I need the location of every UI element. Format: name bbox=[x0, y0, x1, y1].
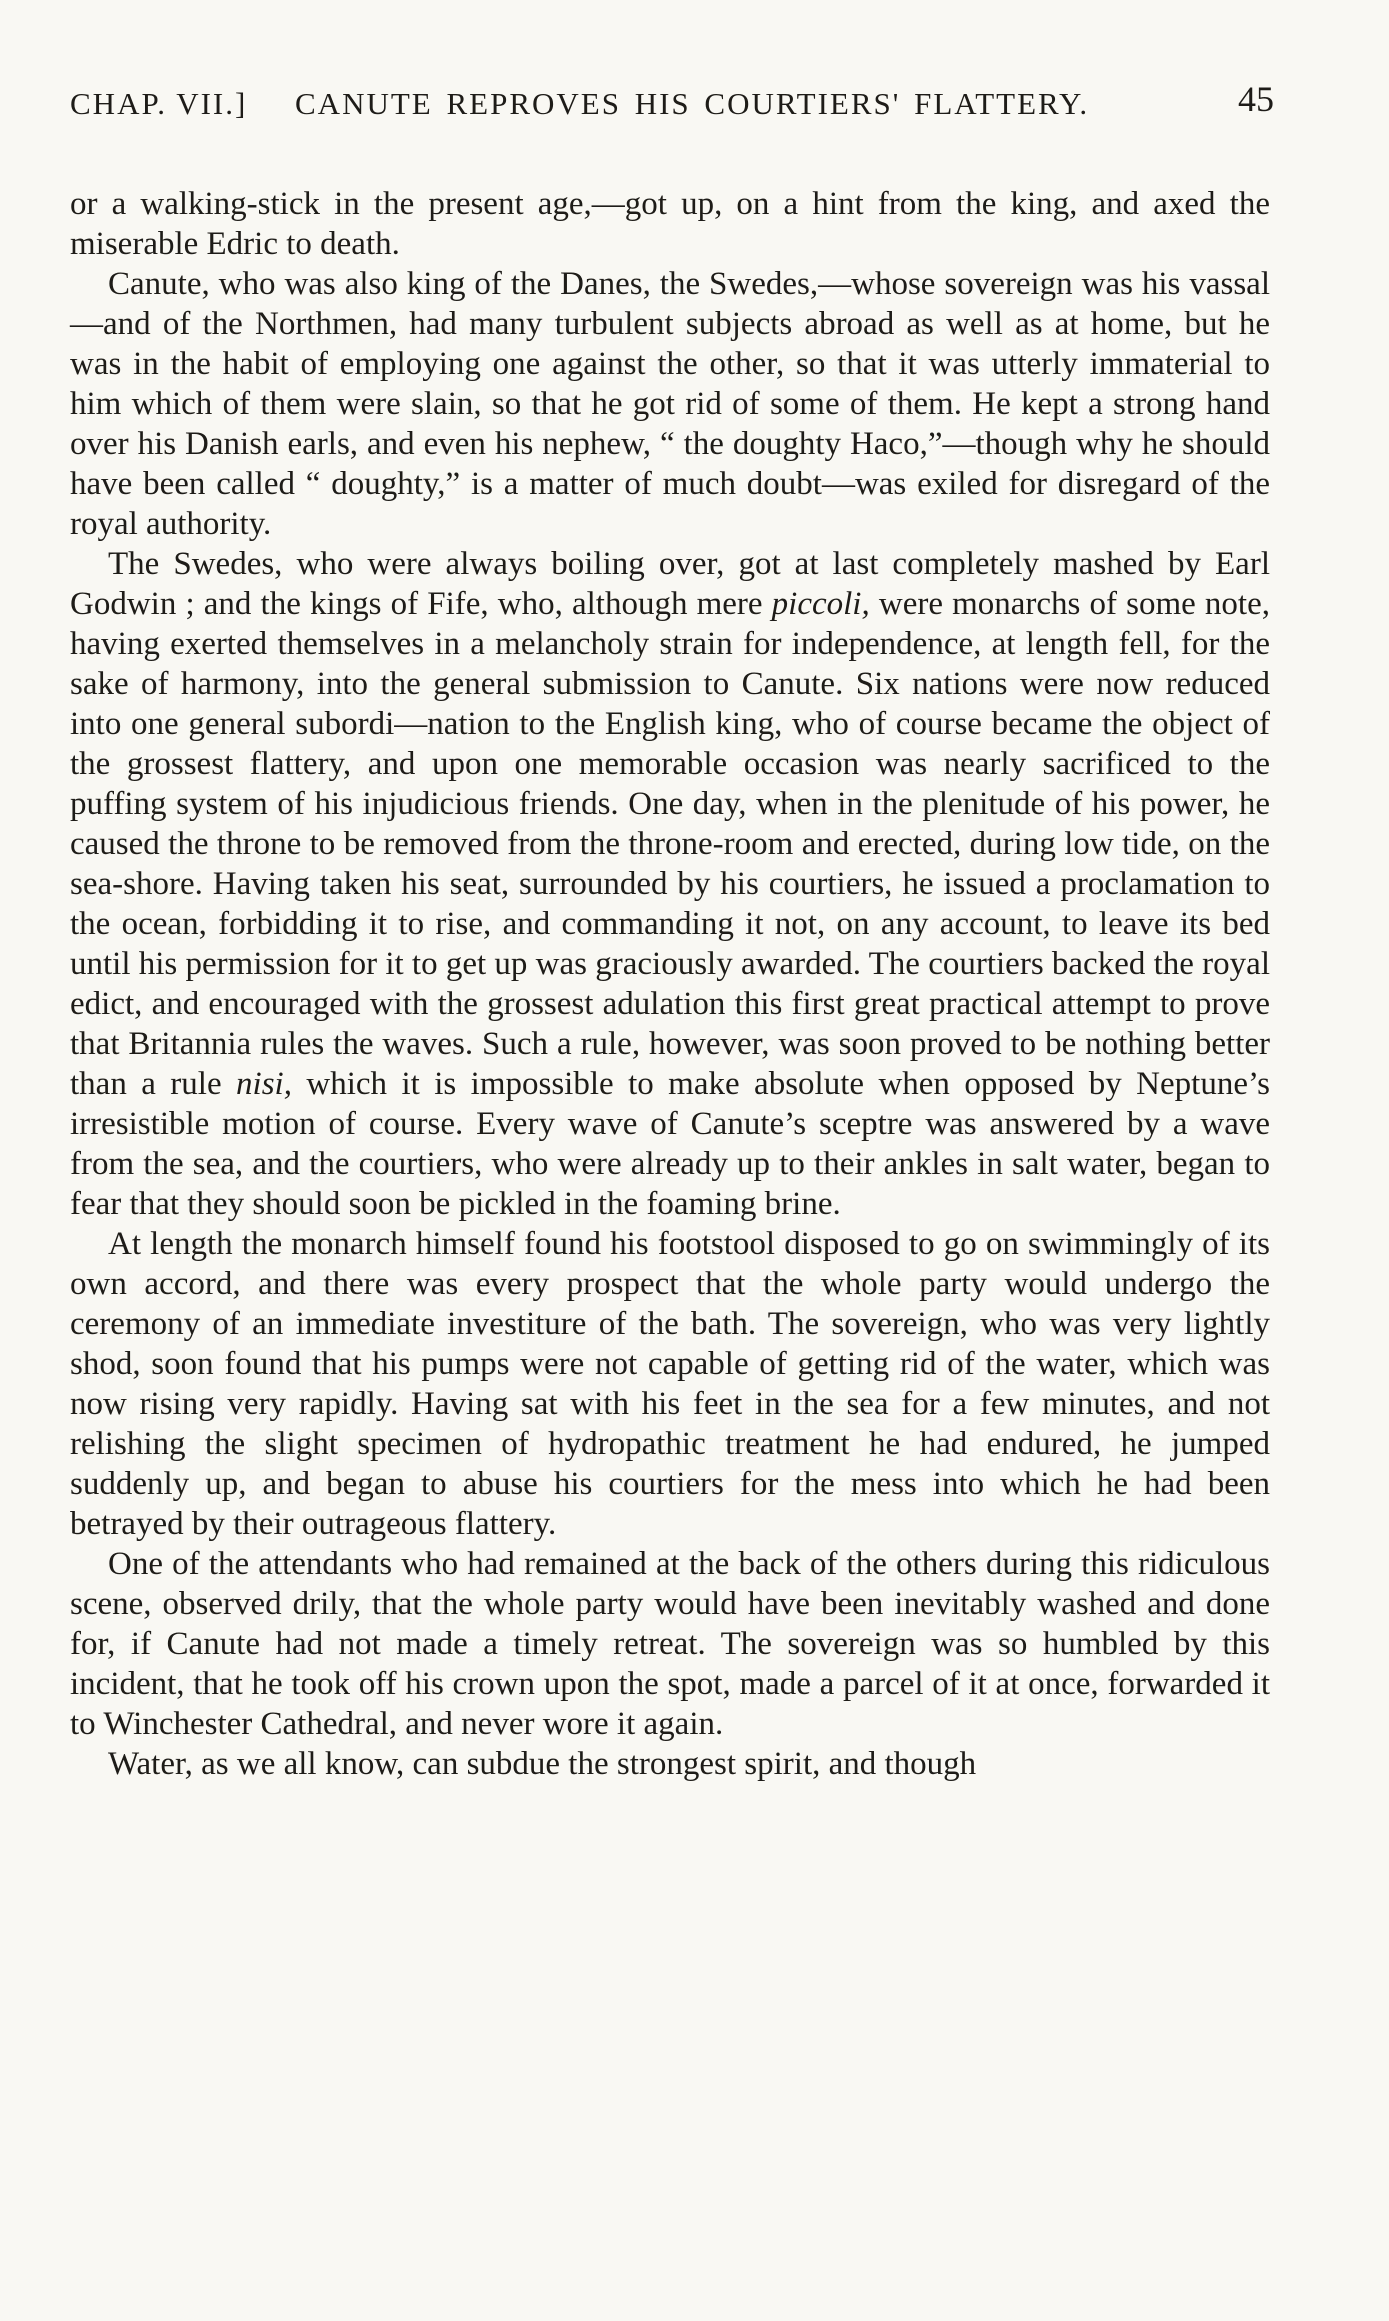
book-page bbox=[70, 78, 1274, 1784]
paragraph-canute-kingdoms: Canute, who was also king of the Danes, the Swedes,—whose sovereign was his vassal—and of the Northmen, had many turbulent subjects abroad as well as at home, but he was in the habit of employing one against the other, so that it was utterly immaterial to him which of them were slain, so that he got rid of some of them. He kept a strong hand over his Danish earls, and even his nephew, “ the doughty Haco,”—though why he should have been called “ doughty,” is a matter of much doubt—was exiled for disregard of the royal authority. bbox=[70, 266, 1270, 542]
italic-word-nisi: nisi, bbox=[236, 1066, 292, 1102]
paragraph-swedes-and-tide bbox=[70, 544, 1270, 1224]
body-text bbox=[70, 184, 1270, 1784]
paragraph-text-segment: were monarchs of some note, having exerted themselves in a melancholy strain for independence, at length fell, for the sake of harmony, into the general submission to Canute. Six nations were now reduced into one general subordi—nation to the English king, who of course became the object of the grossest flattery, and upon one memorable occasion was nearly sacrificed to the puffing system of his injudicious friends. One day, when in the plenitude of his power, he caused the throne to be removed from the throne-room and erected, during low tide, on the sea-shore. Having taken his seat, surrounded by his courtiers, he issued a proclamation to the ocean, forbidding it to rise, and commanding it not, on any account, to leave its bed until his permission for it to get up was graciously awarded. The courtiers backed the royal edict, and encouraged with the grossest adulation this first great practical attempt to prove that Britannia rules the waves. Such a rule, however, was soon proved to be nothing better than a rule bbox=[70, 586, 1270, 1102]
paragraph-water-spirit: Water, as we all know, can subdue the strongest spirit, and though bbox=[108, 1746, 977, 1782]
paragraph-text-segment: The Swedes, who were always boiling over, got at last completely mashed by Earl Godwin ; and the kings of Fife, who, although mere bbox=[70, 546, 1270, 622]
running-title: CANUTE REPROVES HIS COURTIERS' FLATTERY. bbox=[295, 86, 1090, 121]
italic-word-piccoli: piccoli, bbox=[771, 586, 870, 622]
paragraph-text-segment: which it is impossible to make absolute when opposed by Neptune’s irresistible motion of course. Every wave of Canute’s sceptre was answered by a wave from the sea, and the courtiers, who were already up to their ankles in salt water, began to fear that they should soon be pickled in the foaming brine. bbox=[70, 1066, 1270, 1222]
running-head bbox=[70, 78, 1274, 134]
page-number: 45 bbox=[1238, 79, 1274, 119]
chapter-label: CHAP. VII.] bbox=[70, 86, 248, 121]
paragraph-continued: or a walking-stick in the present age,—got up, on a hint from the king, and axed the miserable Edric to death. bbox=[70, 186, 1270, 262]
paragraph-footstool: At length the monarch himself found his footstool disposed to go on swimmingly of its own accord, and there was every prospect that the whole party would undergo the ceremony of an immediate investiture of the bath. The sovereign, who was very lightly shod, soon found that his pumps were not capable of getting rid of the water, which was now rising very rapidly. Having sat with his feet in the sea for a few minutes, and not relishing the slight specimen of hydropathic treatment he had endured, he jumped suddenly up, and began to abuse his courtiers for the mess into which he had been betrayed by their outrageous flattery. bbox=[70, 1226, 1270, 1542]
paragraph-attendant-remark: One of the attendants who had remained at the back of the others during this ridiculous scene, observed drily, that the whole party would have been inevitably washed and done for, if Canute had not made a timely retreat. The sovereign was so humbled by this incident, that he took off his crown upon the spot, made a parcel of it at once, forwarded it to Winchester Cathedral, and never wore it again. bbox=[70, 1546, 1270, 1742]
